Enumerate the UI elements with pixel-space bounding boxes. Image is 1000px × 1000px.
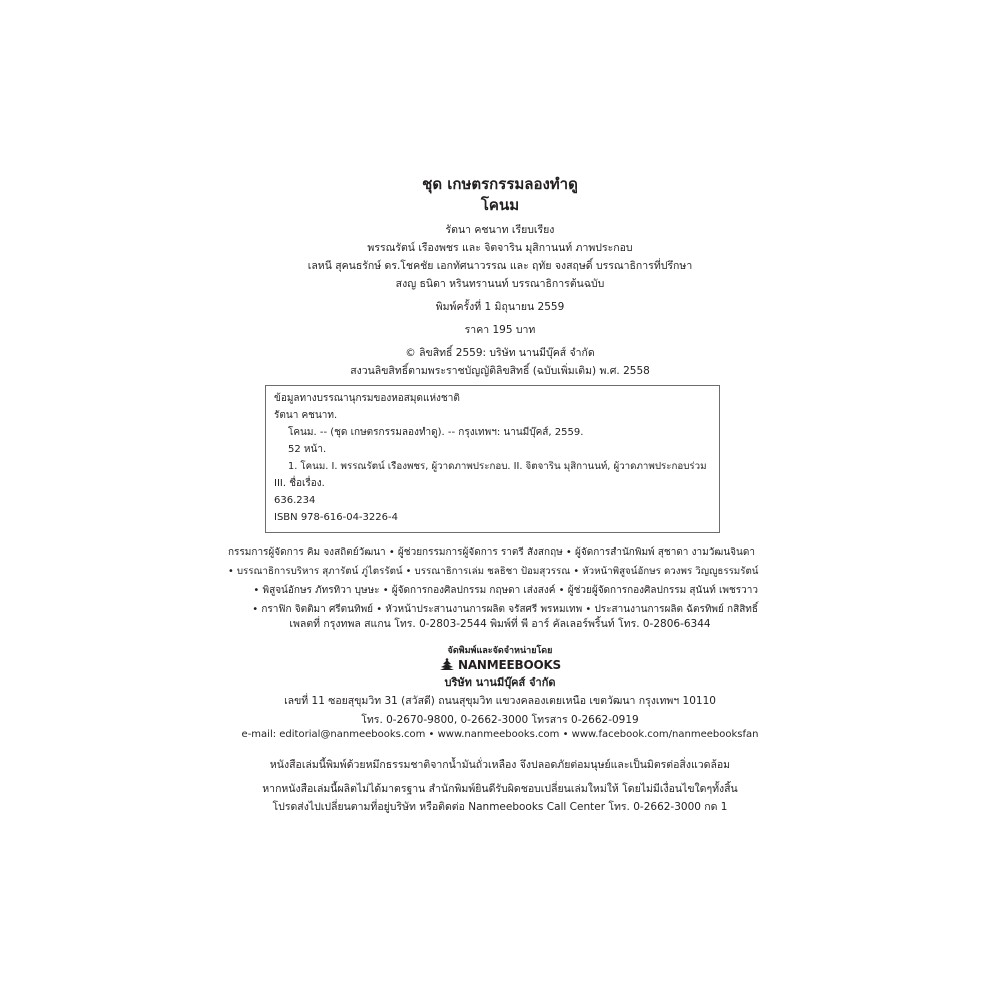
copyright-line-2: สงวนลิขสิทธิ์ตามพระราชบัญญัติลิขสิทธิ์ (ฉบับเพิ่มเติม) พ.ศ. 2558 bbox=[350, 365, 650, 377]
staff-credits-4: • กราฟิก จิตติมา ศรีตนทิพย์ • หัวหน้าประสานงานการผลิต จรัสศรี พรหมเทพ • ประสานงานการผลิต ฉัตรทิพย์ กสิสิทธิ์ bbox=[252, 604, 758, 615]
book-title: โคนม bbox=[480, 196, 520, 214]
author-credit: รัตนา คชนาท เรียบเรียง bbox=[445, 224, 555, 236]
catalog-title: โคนม. -- (ชุด เกษตรกรรมลองทำดู). -- กรุงเทพฯ: นานมีบุ๊คส์, 2559. bbox=[288, 427, 584, 438]
copyright-line-1: © ลิขสิทธิ์ 2559: บริษัท นานมีบุ๊คส์ จำกัด bbox=[405, 347, 595, 359]
catalog-subjects-1: 1. โคนม. I. พรรณรัตน์ เรืองพชร, ผู้วาดภาพประกอบ. II. จิตจาริน มุสิกานนท์, ผู้วาดภาพประกอบร่วม bbox=[288, 461, 707, 472]
catalog-subjects-2: III. ชื่อเรื่อง. bbox=[274, 478, 325, 489]
price-info: ราคา 195 บาท bbox=[464, 324, 536, 336]
publisher-phone: โทร. 0-2670-9800, 0-2662-3000 โทรสาร 0-2662-0919 bbox=[361, 714, 639, 726]
ink-note: หนังสือเล่มนี้พิมพ์ด้วยหมึกธรรมชาติจากน้ำมันถั่วเหลือง จึงปลอดภัยต่อมนุษย์และเป็นมิตรต่อสิ่งแวดล้อม bbox=[269, 759, 731, 771]
illustrator-credit: พรรณรัตน์ เรืองพชร และ จิตจาริน มุสิกานนท์ ภาพประกอบ bbox=[367, 242, 633, 254]
catalog-author: รัตนา คชนาท. bbox=[274, 410, 338, 421]
catalog-isbn: ISBN 978-616-04-3226-4 bbox=[274, 512, 398, 523]
edition-info: พิมพ์ครั้งที่ 1 มิถุนายน 2559 bbox=[435, 301, 565, 313]
series-title: ชุด เกษตรกรรมลองทำดู bbox=[422, 175, 578, 193]
catalog-pages: 52 หน้า. bbox=[288, 444, 327, 455]
defect-note-2: โปรดส่งไปเปลี่ยนตามที่อยู่บริษัท หรือติดต่อ Nanmeebooks Call Center โทร. 0-2662-3000 กด 1 bbox=[272, 801, 728, 813]
publisher-address: เลขที่ 11 ซอยสุขุมวิท 31 (สวัสดี) ถนนสุขุมวิท แขวงคลองเตยเหนือ เขตวัฒนา กรุงเทพฯ 10110 bbox=[284, 695, 716, 707]
advisor-credit: เลหนี สุคนธรักษ์ ดร.โชคชัย เอกทัศนาวรรณ และ ฤทัย จงสฤษดิ์ บรรณาธิการที่ปรึกษา bbox=[307, 260, 693, 272]
catalog-heading: ข้อมูลทางบรรณานุกรมของหอสมุดแห่งชาติ bbox=[274, 393, 460, 404]
staff-credits-2: • บรรณาธิการบริหาร สุภารัตน์ ภู่ไตรรัตน์ • บรรณาธิการเล่ม ชลธิชา ป้อมสุวรรณ • หัวหน้าพิสูจน์อักษร ดวงพร วิญญูธรรมรัตน์ bbox=[228, 566, 759, 577]
catalog-classification: 636.234 bbox=[274, 495, 316, 506]
staff-credits-3: • พิสูจน์อักษร ภัทรทิวา บุษษะ • ผู้จัดการกองศิลปกรรม กฤษดา เส่งสงค์ • ผู้ช่วยผู้จัดการกองศิลปกรรม สุนันท์ เพชรวาว bbox=[253, 585, 758, 596]
publisher-name: บริษัท นานมีบุ๊คส์ จำกัด bbox=[444, 676, 556, 689]
defect-note-1: หากหนังสือเล่มนี้ผลิตไม่ได้มาตรฐาน สำนักพิมพ์ยินดีรับผิดชอบเปลี่ยนเล่มใหม่ให้ โดยไม่มีเงื่อนไขใดๆทั้งสิ้น bbox=[262, 783, 738, 795]
original-editor-credit: สงญ ธนิดา หรินทรานนท์ บรรณาธิการต้นฉบับ bbox=[395, 278, 605, 290]
publisher-contact: e-mail: editorial@nanmeebooks.com • www.nanmeebooks.com • www.facebook.com/nanmeebooksfan bbox=[241, 729, 759, 740]
publisher-label: จัดพิมพ์และจัดจำหน่ายโดย bbox=[447, 646, 553, 656]
publisher-logo-text: NANMEEBOOKS bbox=[458, 657, 561, 672]
book-stack-icon bbox=[439, 658, 455, 671]
catalog-box bbox=[265, 385, 720, 533]
staff-credits-1: กรรมการผู้จัดการ คิม จงสถิตย์วัฒนา • ผู้ช่วยกรรมการผู้จัดการ ราตรี สังสกฤษ • ผู้จัดการสำนักพิมพ์ สุชาดา งามวัฒนจินดา bbox=[228, 547, 755, 558]
print-info: เพลตที่ กรุงทพล สแกน โทร. 0-2803-2544 พิมพ์ที่ พี อาร์ คัลเลอร์พริ้นท์ โทร. 0-2806-6344 bbox=[289, 618, 711, 630]
